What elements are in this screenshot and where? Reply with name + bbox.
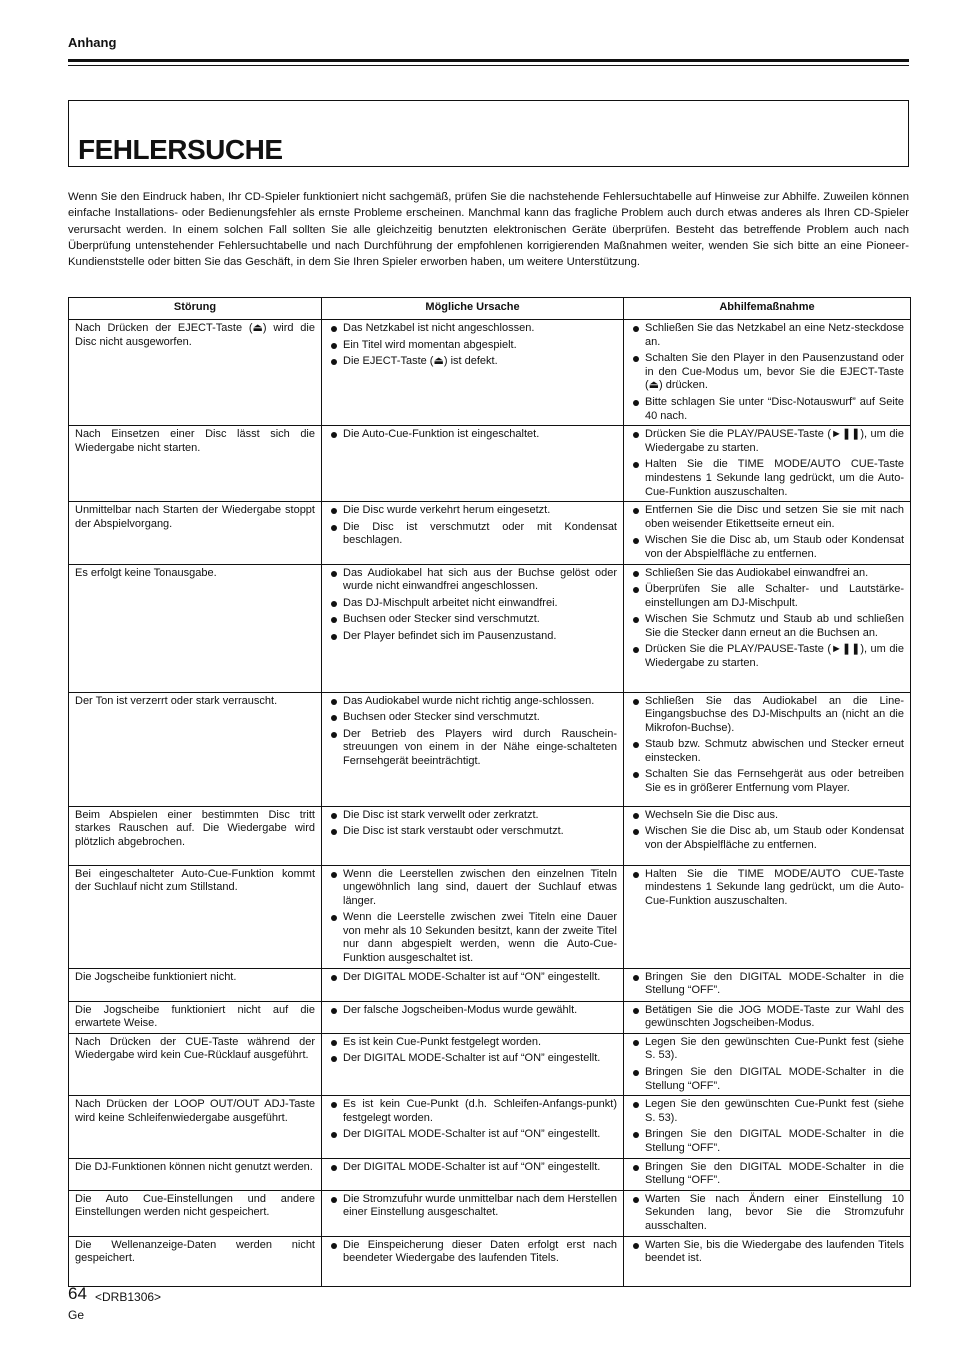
remedy-item: Halten Sie die TIME MODE/AUTO CUE-Taste mindestens 1 Sekunde lang gedrückt, um die Auto-Cue-Funktion auszuschalten. — [630, 868, 904, 909]
cause-list — [328, 1098, 617, 1142]
remedy-cell — [624, 1096, 911, 1158]
cause-list — [328, 1161, 617, 1175]
page-title: FEHLERSUCHE — [78, 134, 283, 165]
remedy-cell — [624, 1190, 911, 1236]
cause-item: Der Player befindet sich im Pausenzustand. — [328, 630, 617, 644]
table-row — [69, 968, 911, 1001]
remedy-item: Halten Sie die TIME MODE/AUTO CUE-Taste mindestens 1 Sekunde lang gedrückt, um die Auto-Cue-Funktion auszuschalten. — [630, 458, 904, 499]
header-rule-thick — [68, 59, 909, 62]
cause-item: Die EJECT-Taste (⏏) ist defekt. — [328, 355, 617, 369]
remedy-cell — [624, 426, 911, 502]
cause-cell — [322, 865, 624, 968]
title-box — [68, 100, 909, 167]
remedy-list — [630, 1004, 904, 1031]
remedy-list — [630, 1036, 904, 1093]
language-code: Ge — [68, 1308, 85, 1322]
table-row — [69, 1158, 911, 1190]
problem-cell — [69, 1096, 322, 1158]
cause-item: Wenn die Leerstellen zwischen den einzelnen Titeln ungewöhnlich lang sind, dauert der Suchlauf etwas länger. — [328, 868, 617, 909]
problem-cell — [69, 1001, 322, 1033]
table-row — [69, 1033, 911, 1095]
remedy-list — [630, 567, 904, 671]
cause-list — [328, 971, 617, 985]
cause-list — [328, 567, 617, 644]
cause-cell — [322, 1033, 624, 1095]
problem-text: Nach Drücken der LOOP OUT/OUT ADJ-Taste wird keine Schleifenwiedergabe ausgeführt. — [75, 1098, 315, 1124]
cause-list — [328, 1036, 617, 1066]
cause-item: Der falsche Jogscheiben-Modus wurde gewählt. — [328, 1004, 617, 1018]
cause-item: Es ist kein Cue-Punkt festgelegt worden. — [328, 1036, 617, 1050]
column-header-cause: Mögliche Ursache — [322, 298, 624, 320]
problem-cell — [69, 564, 322, 692]
problem-cell — [69, 1033, 322, 1095]
remedy-cell — [624, 1033, 911, 1095]
cause-item: Die Auto-Cue-Funktion ist eingeschaltet. — [328, 428, 617, 442]
cause-item: Der DIGITAL MODE-Schalter ist auf “ON” eingestellt. — [328, 971, 617, 985]
problem-text: Die Jogscheibe funktioniert nicht. — [75, 970, 237, 983]
remedy-item: Schließen Sie das Audiokabel einwandfrei an. — [630, 567, 904, 581]
problem-cell — [69, 968, 322, 1001]
remedy-cell — [624, 1001, 911, 1033]
cause-item: Der Betrieb des Players wird durch Rauschein-streuungen von einem in der Nähe einge-schalteten Fernsehgerät beeinträchtigt. — [328, 728, 617, 769]
cause-item: Das Audiokabel hat sich aus der Buchse gelöst oder wurde nicht einwandfrei angeschlossen. — [328, 567, 617, 594]
cause-cell — [322, 806, 624, 865]
cause-list — [328, 1004, 617, 1018]
table-row — [69, 320, 911, 426]
problem-text: Die Jogscheibe funktioniert nicht auf die erwartete Weise. — [75, 1003, 315, 1030]
column-header-problem: Störung — [69, 298, 322, 320]
table-body — [69, 320, 911, 1287]
column-header-remedy: Abhilfemaßnahme — [624, 298, 911, 320]
problem-cell — [69, 1190, 322, 1236]
cause-cell — [322, 968, 624, 1001]
remedy-cell — [624, 692, 911, 806]
cause-list — [328, 1193, 617, 1220]
remedy-list — [630, 1098, 904, 1155]
remedy-list — [630, 868, 904, 909]
problem-text: Unmittelbar nach Starten der Wiedergabe stoppt der Abspielvorgang. — [75, 504, 315, 530]
problem-cell — [69, 320, 322, 426]
remedy-item: Bitte schlagen Sie unter “Disc-Notauswurf” auf Seite 40 nach. — [630, 396, 904, 423]
document-code: <DRB1306> — [95, 1290, 162, 1304]
cause-item: Das DJ-Mischpult arbeitet nicht einwandfrei. — [328, 597, 617, 611]
table-row — [69, 692, 911, 806]
table-row — [69, 1001, 911, 1033]
problem-text: Nach Drücken der EJECT-Taste (⏏) wird die Disc nicht ausgeworfen. — [75, 322, 315, 348]
remedy-list — [630, 1193, 904, 1234]
remedy-list — [630, 1161, 904, 1188]
cause-cell — [322, 564, 624, 692]
remedy-item: Bringen Sie den DIGITAL MODE-Schalter in die Stellung “OFF”. — [630, 1128, 904, 1155]
remedy-list — [630, 809, 904, 853]
problem-text: Der Ton ist verzerrt oder stark verrauscht. — [75, 694, 278, 707]
remedy-item: Schalten Sie das Fernsehgerät aus oder betreiben Sie es in größerer Entfernung vom Player. — [630, 768, 904, 795]
remedy-item: Entfernen Sie die Disc und setzen Sie sie mit nach oben weisender Etikettseite erneut ein. — [630, 504, 904, 531]
problem-text: Die Auto Cue-Einstellungen und andere Einstellungen werden nicht gespeichert. — [75, 1192, 315, 1219]
cause-list — [328, 868, 617, 966]
remedy-item: Warten Sie, bis die Wiedergabe des laufenden Titels beendet ist. — [630, 1239, 904, 1266]
remedy-list — [630, 971, 904, 998]
problem-cell — [69, 426, 322, 502]
cause-item: Die Stromzufuhr wurde unmittelbar nach dem Herstellen einer Einstellung ausgeschaltet. — [328, 1193, 617, 1220]
remedy-item: Bringen Sie den DIGITAL MODE-Schalter in die Stellung “OFF”. — [630, 971, 904, 998]
table-row — [69, 564, 911, 692]
problem-cell — [69, 1158, 322, 1190]
remedy-list — [630, 1239, 904, 1266]
cause-item: Es ist kein Cue-Punkt (d.h. Schleifen-Anfangs-punkt) festgelegt worden. — [328, 1098, 617, 1125]
remedy-cell — [624, 564, 911, 692]
section-label: Anhang — [68, 35, 117, 50]
remedy-item: Schließen Sie das Audiokabel an die Line-Eingangsbuchse des DJ-Mischpults an (nicht an die Mikrofon-Buchse). — [630, 695, 904, 736]
cause-item: Das Audiokabel wurde nicht richtig ange-schlossen. — [328, 695, 617, 709]
remedy-list — [630, 322, 904, 423]
table-header-row — [69, 298, 911, 320]
remedy-list — [630, 428, 904, 499]
table-row — [69, 1096, 911, 1158]
cause-cell — [322, 320, 624, 426]
remedy-item: Schließen Sie das Netzkabel an eine Netz-steckdose an. — [630, 322, 904, 349]
cause-cell — [322, 1190, 624, 1236]
cause-item: Der DIGITAL MODE-Schalter ist auf “ON” eingestellt. — [328, 1128, 617, 1142]
page-number: 64 — [68, 1284, 87, 1303]
cause-cell — [322, 1236, 624, 1286]
remedy-cell — [624, 320, 911, 426]
cause-item: Das Netzkabel ist nicht angeschlossen. — [328, 322, 617, 336]
table-row — [69, 426, 911, 502]
cause-list — [328, 695, 617, 769]
remedy-item: Überprüfen Sie alle Schalter- und Lautstärke-einstellungen am DJ-Mischpult. — [630, 583, 904, 610]
table-row — [69, 806, 911, 865]
remedy-list — [630, 504, 904, 561]
table-row — [69, 1236, 911, 1286]
problem-text: Nach Drücken der CUE-Taste während der Wiedergabe wird kein Cue-Rücklauf ausgeführt. — [75, 1035, 315, 1062]
remedy-item: Staub bzw. Schmutz abwischen und Stecker erneut einstecken. — [630, 738, 904, 765]
cause-item: Die Disc ist stark verwellt oder zerkratzt. — [328, 809, 617, 823]
problem-text: Die Wellenanzeige-Daten werden nicht gespeichert. — [75, 1238, 315, 1265]
cause-item: Die Einspeicherung dieser Daten erfolgt erst nach beendeter Wiedergabe des laufenden Titels. — [328, 1239, 617, 1266]
cause-cell — [322, 1096, 624, 1158]
cause-item: Buchsen oder Stecker sind verschmutzt. — [328, 613, 617, 627]
remedy-list — [630, 695, 904, 796]
remedy-item: Warten Sie nach Ändern einer Einstellung 10 Sekunden lang, bevor Sie die Stromzufuhr ausschalten. — [630, 1193, 904, 1234]
problem-cell — [69, 692, 322, 806]
problem-text: Nach Einsetzen einer Disc lässt sich die Wiedergabe nicht starten. — [75, 428, 315, 454]
table-row — [69, 502, 911, 564]
remedy-cell — [624, 968, 911, 1001]
remedy-cell — [624, 1158, 911, 1190]
table-row — [69, 1190, 911, 1236]
cause-cell — [322, 1158, 624, 1190]
cause-item: Wenn die Leerstelle zwischen zwei Titeln eine Dauer von mehr als 10 Sekunden besitzt, kann der zweite Titel nur dann abgespielt werden, wenn die Auto-Cue-Funktion ausgeschaltet ist. — [328, 911, 617, 965]
remedy-item: Bringen Sie den DIGITAL MODE-Schalter in die Stellung “OFF”. — [630, 1066, 904, 1093]
cause-list — [328, 1239, 617, 1266]
remedy-item: Legen Sie den gewünschten Cue-Punkt fest (siehe S. 53). — [630, 1098, 904, 1125]
problem-cell — [69, 1236, 322, 1286]
cause-list — [328, 504, 617, 548]
cause-item: Der DIGITAL MODE-Schalter ist auf “ON” eingestellt. — [328, 1161, 617, 1175]
table-row — [69, 865, 911, 968]
problem-cell — [69, 865, 322, 968]
intro-paragraph: Wenn Sie den Eindruck haben, Ihr CD-Spieler funktioniert nicht sachgemäß, prüfen Sie die nachstehende Fehlersuchtabelle auf Hinweise zur Abhilfe. Zuweilen können einfache Installations- oder Bedienungsfehler als ernste Probleme erscheinen. Manchmal kann das fragliche Problem auch durch etwas anderes als Ihren CD-Spieler verursacht werden. In einem solchen Fall sollten Sie alle gleichzeitig benutzten elektronischen Geräte überprüfen. Besteht das betreffende Problem auch nach Überprüfung untenstehender Fehlersuchtabelle und nach Durchführung der empfohlenen korrigierenden Maßnahmen weiter, wenden Sie sich bitte an eine Pioneer-Kundienststelle oder bitten Sie das Geschäft, in dem Sie Ihren Spieler erworben haben, um weitere Unterstützung. — [68, 191, 909, 269]
cause-cell — [322, 1001, 624, 1033]
troubleshooting-table — [68, 297, 911, 1287]
remedy-cell — [624, 1236, 911, 1286]
remedy-item: Legen Sie den gewünschten Cue-Punkt fest (siehe S. 53). — [630, 1036, 904, 1063]
remedy-item: Wischen Sie Schmutz und Staub ab und schließen Sie die Stecker dann erneut an die Buchsen an. — [630, 613, 904, 640]
cause-cell — [322, 426, 624, 502]
remedy-item: Wechseln Sie die Disc aus. — [630, 809, 904, 823]
remedy-item: Drücken Sie die PLAY/PAUSE-Taste (►❚❚), um die Wiedergabe zu starten. — [630, 643, 904, 670]
cause-item: Ein Titel wird momentan abgespielt. — [328, 339, 617, 353]
cause-list — [328, 322, 617, 369]
problem-text: Bei eingeschalteter Auto-Cue-Funktion kommt der Suchlauf nicht zum Stillstand. — [75, 867, 315, 894]
problem-text: Es erfolgt keine Tonausgabe. — [75, 566, 217, 579]
problem-text: Die DJ-Funktionen können nicht genutzt werden. — [75, 1160, 313, 1173]
header-rule-thin — [68, 65, 909, 66]
cause-item: Der DIGITAL MODE-Schalter ist auf “ON” eingestellt. — [328, 1052, 617, 1066]
cause-list — [328, 809, 617, 839]
problem-cell — [69, 806, 322, 865]
remedy-item: Schalten Sie den Player in den Pausenzustand oder in den Cue-Modus um, bevor Sie die EJECT-Taste (⏏) drücken. — [630, 352, 904, 393]
remedy-item: Bringen Sie den DIGITAL MODE-Schalter in die Stellung “OFF”. — [630, 1161, 904, 1188]
problem-cell — [69, 502, 322, 564]
cause-item: Die Disc ist verschmutzt oder mit Kondensat beschlagen. — [328, 521, 617, 548]
cause-cell — [322, 502, 624, 564]
remedy-item: Drücken Sie die PLAY/PAUSE-Taste (►❚❚), um die Wiedergabe zu starten. — [630, 428, 904, 455]
cause-cell — [322, 692, 624, 806]
remedy-item: Wischen Sie die Disc ab, um Staub oder Kondensat von der Abspielfläche zu entfernen. — [630, 825, 904, 852]
remedy-item: Wischen Sie die Disc ab, um Staub oder Kondensat von der Abspielfläche zu entfernen. — [630, 534, 904, 561]
cause-item: Die Disc wurde verkehrt herum eingesetzt. — [328, 504, 617, 518]
remedy-item: Betätigen Sie die JOG MODE-Taste zur Wahl des gewünschten Jogscheiben-Modus. — [630, 1004, 904, 1031]
problem-text: Beim Abspielen einer bestimmten Disc tritt starkes Rauschen auf. Die Wiedergabe wird plötzlich abgebrochen. — [75, 808, 315, 848]
remedy-cell — [624, 502, 911, 564]
cause-list — [328, 428, 617, 442]
remedy-cell — [624, 806, 911, 865]
remedy-cell — [624, 865, 911, 968]
cause-item: Die Disc ist stark verstaubt oder verschmutzt. — [328, 825, 617, 839]
cause-item: Buchsen oder Stecker sind verschmutzt. — [328, 711, 617, 725]
